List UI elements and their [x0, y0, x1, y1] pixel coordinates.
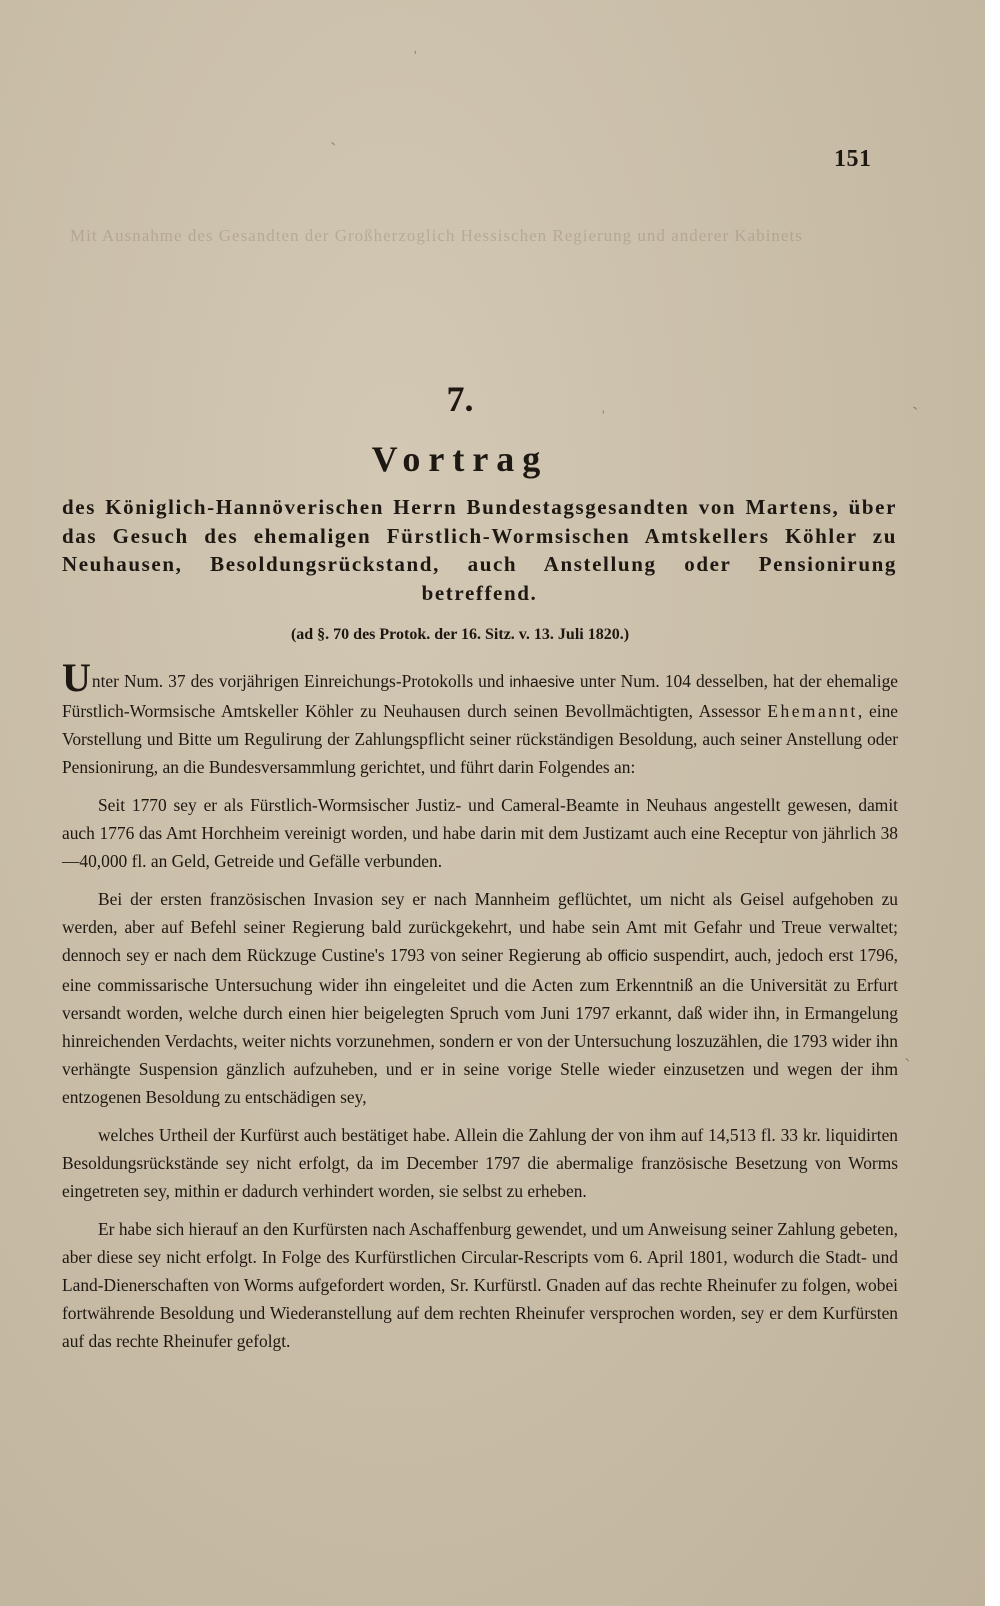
paragraph-1: [62, 655, 898, 781]
paragraph-3-part-b: suspendirt, auch, jedoch erst 1796, eine commissarische Untersuchung wider ihn eingeleitet und die Acten zum Erkenntniß an die Universität zu Erfurt versandt worden, welche durch einen hier beigelegten Spruch vom Juni 1797 erkannt, daß wider ihn, in Ermangelung hinreichenden Verdachts, weiter nichts vorzunehmen, sondern er von der Untersuchung loszuzählen, die 1793 wider ihn verhängte Suspension gänzlich aufzuheben, und er in seine vorige Stelle wieder einzusetzen und wegen der ihm entzogenen Besoldung zu entschädigen sey,: [62, 945, 898, 1107]
body-text: [62, 655, 898, 1365]
bleed-through-text: Mit Ausnahme des Gesandten der Großherzoglich Hessischen Regierung und anderer Kabinets: [70, 226, 803, 245]
section-number: 7.: [446, 379, 474, 419]
paragraph-5: Er habe sich hierauf an den Kurfürsten nach Aschaffenburg gewendet, und um Anweisung seiner Zahlung gebeten, aber diese sey nicht erfolgt. In Folge des Kurfürstlichen Circular-Rescripts vom 6. April 1801, wodurch die Stadt- und Land-Dienerschaften von Worms aufgefordert worden, Sr. Kurfürstl. Gnaden auf das rechte Rheinufer zu folgen, wobei fortwährende Besoldung und Wiederanstellung auf dem rechten Rheinufer versprochen worden, sey er dem Kurfürsten auf das rechte Rheinufer gefolgt.: [62, 1219, 898, 1351]
initial-letter: U: [62, 655, 91, 700]
latin-term-inhaesive: inhaesive: [509, 674, 575, 691]
paragraph-4: welches Urtheil der Kurfürst auch bestätiget habe. Allein die Zahlung der von ihm auf 14,513 fl. 33 kr. liquidirten Besoldungsrückstände sey nicht erfolgt, da im December 1797 die abermalige französische Besetzung von Worms eingetreten sey, mithin er dadurch verhindert worden, sie selbst zu erheben.: [62, 1125, 898, 1201]
name-ehemannt: Ehemannt: [767, 701, 858, 721]
paragraph-3: [62, 885, 898, 1111]
paragraph-3-part-a: Bei der ersten französischen Invasion sey er nach Mannheim geflüchtet, um nicht als Geisel aufgehoben zu werden, aber auf Befehl seiner Regierung bald zurückgekehrt, und habe sein Amt mit Gefahr und Treue verwaltet; dennoch sey er nach dem Rückzuge Custine's 1793 von seiner Regierung ab: [62, 889, 898, 965]
protocol-reference: (ad §. 70 des Protok. der 16. Sitz. v. 13. Juli 1820.): [290, 626, 630, 643]
latin-term-officio: officio: [607, 948, 648, 965]
paragraph-2: Seit 1770 sey er als Fürstlich-Wormsischer Justiz- und Cameral-Beamte in Neuhaus angestellt gewesen, damit auch 1776 das Amt Horchheim vereinigt worden, und habe darin mit dem Justizamt auch eine Receptur von jährlich 38—40,000 fl. an Geld, Getreide und Gefälle verbunden.: [62, 795, 898, 871]
document-title: Vortrag: [371, 439, 549, 479]
paragraph-1-part-c: , eine Vorstellung und Bitte um Regulirung der Zahlungspflicht seiner rückständigen Besoldung, auch seiner Anstellung oder Pensionirung, an die Bundesversammlung gerichtet, und führt darin Folgendes an:: [62, 701, 898, 777]
page-number: 151: [834, 146, 872, 172]
paragraph-1-part-a: nter Num. 37 des vorjährigen Einreichungs-Protokolls und: [91, 671, 510, 691]
document-page: ˈ ˌ ˋ ˏ ˏ 151 Mit Ausnahme des Gesandten der Großherzoglich Hessischen Regierung und anderer Kabinets 7. Vortrag des Königlich-Hannöverischen Herrn Bundestagsgesandten von Martens, über das Gesuch des ehemaligen Fürstlich-Wormsischen Amtskellers Köhler zu Neuhausen, Besoldungsrückstand, auch Anstellung oder Pensionirung betreffend. (ad §. 70 des Protok. der 16. Sitz. v. 13. Juli 1820.) Unter Num. 37 des vorjährigen Einreichungs-Protokolls und inhaesive unter Num. 104 desselben, hat der ehemalige Fürstlich-Wormsische Amtskeller Köhler zu Neuhausen durch seinen Bevollmächtigten, Assessor Ehemannt, eine Vorstellung und Bitte um Regulirung der Zahlungspflicht seiner rückständigen Besoldung, auch seiner Anstellung oder Pensionirung, an die Bundesversammlung gerichtet, und führt darin Folgendes an: Seit 1770 sey er als Fürstlich-Wormsischer Justiz- und Cameral-Beamte in Neuhaus angestellt gewesen, damit auch 1776 das Amt Horchheim vereinigt worden, und habe darin mit dem Justizamt auch eine Receptur von jährlich 38—40,000 fl. an Geld, Getreide und Gefälle verbunden. Bei der ersten französischen Invasion sey er nach Mannheim geflüchtet, um nicht als Geisel aufgehoben zu werden, aber auf Befehl seiner Regierung bald zurückgekehrt, und habe sein Amt mit Gefahr und Treue verwaltet; dennoch sey er nach dem Rückzuge Custine's 1793 von seiner Regierung ab officio suspendirt, auch, jedoch erst 1796, eine commissarische Untersuchung wider ihn eingeleitet und die Acten zum Erkenntniß an die Universität zu Erfurt versandt worden, welche durch einen hier beigelegten Spruch vom Juni 1797 erkannt, daß wider ihn, in Ermangelung hinreichenden Verdachts, weiter nichts vorzunehmen, sondern er von der Untersuchung loszuzählen, die 1793 wider ihn verhängte Suspension gänzlich aufzuheben, und er in seine vorige Stelle wieder einzusetzen und wegen der ihm entzogenen Besoldung zu entschädigen sey, welches Urtheil der Kurfürst auch bestätiget habe. Allein die Zahlung der von ihm auf 14,513 fl. 33 kr. liquidirten Besoldungsrückstände sey nicht erfolgt, da im December 1797 die abermalige französische Besetzung von Worms eingetreten sey, mithin er dadurch verhindert worden, sie selbst zu erheben. Er habe sich hierauf an den Kurfürsten nach Aschaffenburg gewendet, und um Anweisung seiner Zahlung gebeten, aber diese sey nicht erfolgt. In Folge des Kurfürstlichen Circular-Rescripts vom 6. April 1801, wodurch die Stadt- und Land-Dienerschaften von Worms aufgefordert worden, Sr. Kurfürstl. Gnaden auf das rechte Rheinufer zu folgen, wobei fortwährende Besoldung und Wiederanstellung auf dem rechten Rheinufer versprochen worden, sey er dem Kurfürsten auf das rechte Rheinufer gefolgt.: [0, 0, 985, 1606]
paragraph-1-part-b: unter Num. 104 desselben, hat der ehemalige Fürstlich-Wormsische Amtskeller Köhler zu Neuhausen durch seinen Bevollmächtigten, Assessor: [62, 671, 898, 721]
document-subtitle: des Königlich-Hannöverischen Herrn Bundestagsgesandten von Martens, über das Gesuch des ehemaligen Fürstlich-Wormsischen Amtskellers Köhler zu Neuhausen, Besoldungsrückstand, auch Anstellung oder Pensionirung betreffend.: [62, 495, 897, 605]
